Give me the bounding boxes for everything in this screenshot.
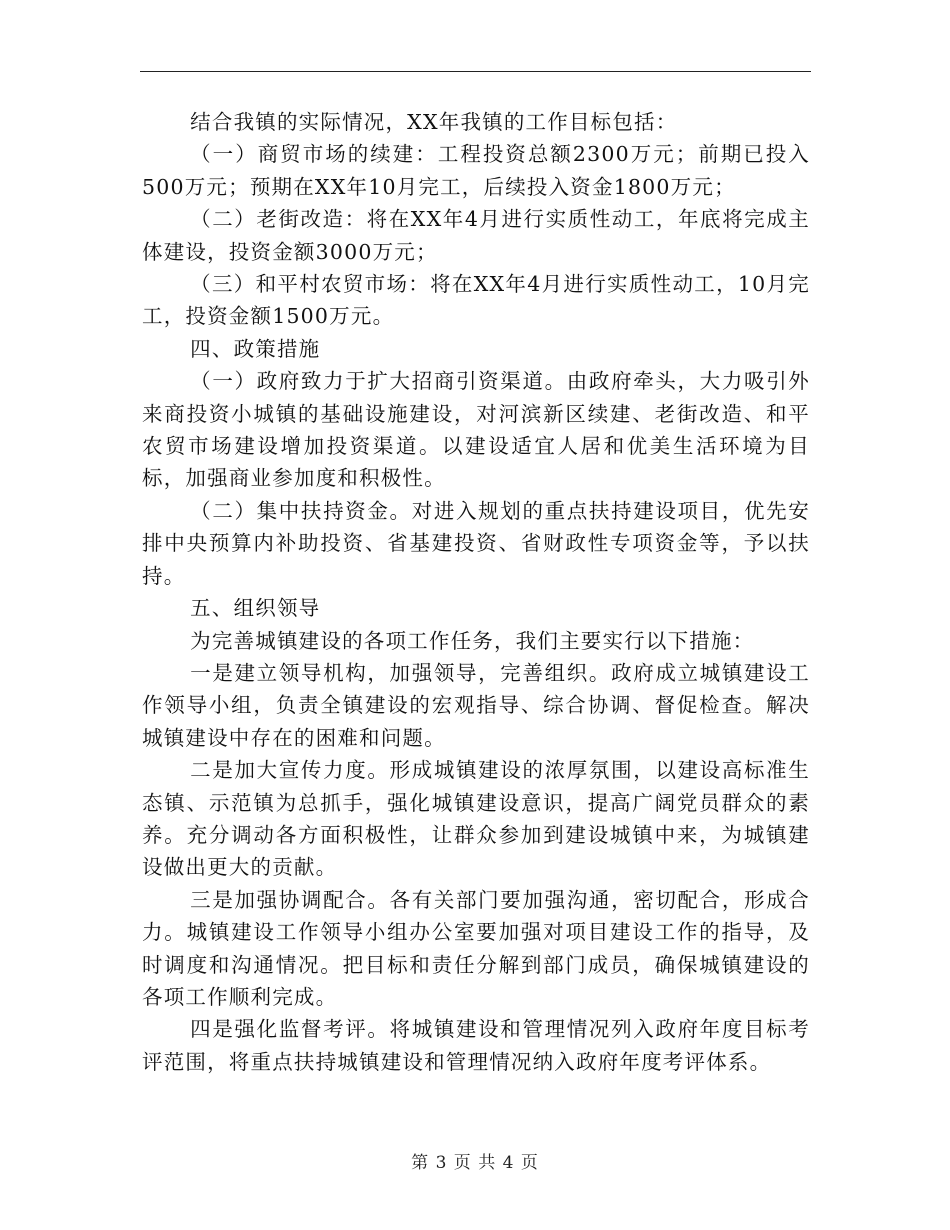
header-rule xyxy=(140,71,811,72)
paragraph-goal-old-street: （二）老街改造：将在XX年4月进行实质性动工，年底将完成主体建设，投资金额3000万元； xyxy=(142,207,810,264)
paragraph-measure-supervision: 四是强化监督考评。将城镇建设和管理情况列入政府年度目标考评范围，将重点扶持城镇建设和管理情况纳入政府年度考评体系。 xyxy=(142,1017,810,1074)
document-body xyxy=(142,106,810,1078)
paragraph-measure-coordination: 三是加强协调配合。各有关部门要加强沟通，密切配合，形成合力。城镇建设工作领导小组办公室要加强对项目建设工作的指导，及时调度和沟通情况。把目标和责任分解到部门成员，确保城镇建设的各项工作顺利完成。 xyxy=(142,887,810,1009)
paragraph-goal-farmers-market: （三）和平村农贸市场：将在XX年4月进行实质性动工，10月完工，投资金额1500万元。 xyxy=(142,272,810,329)
section-heading-organization: 五、组织领导 xyxy=(190,596,321,621)
section-heading-policy: 四、政策措施 xyxy=(190,336,321,361)
paragraph-measure-publicity: 二是加大宣传力度。形成城镇建设的浓厚氛围，以建设高标准生态镇、示范镇为总抓手，强化城镇建设意识，提高广阔党员群众的素养。充分调动各方面积极性，让群众参加到建设城镇中来，为城镇建设做出更大的贡献。 xyxy=(142,758,810,880)
paragraph-policy-funding: （二）集中扶持资金。对进入规划的重点扶持建设项目，优先安排中央预算内补助投资、省基建投资、省财政性专项资金等，予以扶持。 xyxy=(142,498,810,588)
paragraph-measure-leadership: 一是建立领导机构，加强领导，完善组织。政府成立城镇建设工作领导小组，负责全镇建设的宏观指导、综合协调、督促检查。解决城镇建设中存在的困难和问题。 xyxy=(142,660,810,750)
paragraph-measures-intro: 为完善城镇建设的各项工作任务，我们主要实行以下措施： xyxy=(190,628,755,653)
paragraph-goal-market-extension: （一）商贸市场的续建：工程投资总额2300万元；前期已投入500万元；预期在XX年10月完工，后续投入资金1800万元； xyxy=(142,142,810,199)
paragraph-work-goals-intro: 结合我镇的实际情况，XX年我镇的工作目标包括： xyxy=(190,110,678,134)
page-footer xyxy=(0,1148,950,1173)
paragraph-policy-investment: （一）政府致力于扩大招商引资渠道。由政府牵头，大力吸引外来商投资小城镇的基础设施建设，对河滨新区续建、老街改造、和平农贸市场建设增加投资渠道。以建设适宜人居和优美生活环境为目标，加强商业参加度和积极性。 xyxy=(142,369,810,491)
page-number: 第 3 页 共 4 页 xyxy=(411,1153,539,1173)
